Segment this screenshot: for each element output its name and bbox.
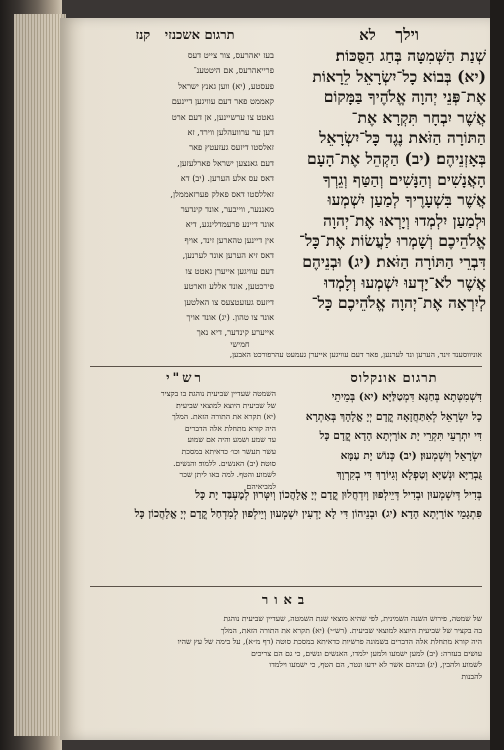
yiddish-line: בעז יאהרעס, צור צייט דעס (187, 50, 274, 60)
torah-line: אֱלֹהֵיכֶם וְשָׁמְרוּ לַעֲשׂוֹת אֶת־כָּל־ (299, 231, 486, 251)
biur-line: בה בקציר של שביעית היוצא למוצאי שביעית. (רש״י) (יא) תקרא את התורה הזאת, המלך (220, 625, 482, 635)
biur-line: לשמוע ולהבין, (יג) ובניהם אשר לא ידעו ונטר, הם הטף, כי ישמעו וילמדו (269, 660, 482, 670)
rashi-heading: רש"י (166, 371, 204, 386)
onkelos-column (282, 388, 482, 486)
biur-line: היה קורא מתחלת אלה הדברים בשמונה פרשיות כדאיתא במסכת סוטה (דף מ״א), על בימה של עץ שהיו (177, 637, 482, 647)
rashi-line: היה קורא מתחלת אלה הדברים (184, 423, 276, 433)
header-right-title: וילך (395, 25, 419, 44)
torah-line: (יא) בְּבוֹא כָל־יִשְׂרָאֵל לֵרָאוֹת (312, 66, 486, 86)
rashi-line: (יא) תקרא את התורה הזאת. המלך (172, 412, 276, 422)
biur-line: עושים בעזרה: (יב) למען ישמעו ולמען ילמדו, האנשים ונשים, כי גם הם צריכים (251, 648, 482, 658)
onkelos-wide-lines (90, 486, 482, 550)
header-left-page-number: קנז (135, 28, 151, 43)
onkelos-line: פִּתְגָמֵי אוֹרָיְתָא הָדָא׃ (יג) וּבְנֵיהוֹן דִּי לָא יָדְעִין יִשְׁמְעוּן וְיֵילְפוּן לְמִדְחַל קֳדָם יְיָ אֱלָהֲכוֹן כָּל (134, 508, 482, 520)
onkelos-line: יִשְׂרָאֵל וְיִשְׁמְעוּן׃ (יב) כְּנוֹשׁ יָת עַמָּא (340, 449, 482, 462)
yiddish-line: אין דיינען טהארען זינד, אויף (184, 234, 274, 245)
running-header-left (100, 27, 270, 43)
yiddish-line: דעם עוויגען אייערן גאטט צו (185, 265, 274, 276)
aliyah-marker: חמישי (230, 340, 250, 349)
running-header-right (296, 25, 482, 45)
torah-line: לְיִרְאָה אֶת־יְהוָה אֱלֹהֵיכֶם כָּל־ (311, 293, 486, 313)
yiddish-line: דאס עס אלע הערען. (יב) דא (180, 173, 274, 184)
torah-text-column (280, 46, 486, 346)
torah-line: אֲשֶׁר יִבְחָר תִּקְרָא אֶת־ (351, 107, 486, 127)
yiddish-line: אונד צו טהון. (יג) אונד אויך (186, 311, 274, 322)
biur-commentary (90, 613, 482, 709)
yiddish-line: מאננער, ווייבער, אונד קינדער (180, 204, 274, 215)
onkelos-heading: תרגום אונקלוס (350, 371, 438, 386)
yiddish-line: פרייאהרעס, אם היטטענ־ (193, 65, 274, 76)
yiddish-line: זאלסטו דיזעס געזעטץ פאר (189, 142, 274, 153)
yiddish-line: דעם גאנצען ישראל פארלעזען, (177, 157, 274, 168)
torah-line: אֲשֶׁר לֹא־יָדְעוּ יִשְׁמְעוּ וְלָמְדוּ (324, 272, 486, 292)
rashi-line: השמטה שעדיין שביעית נוהגה׃ בו בקציר (160, 389, 276, 398)
yiddish-line: פעסטע, (יא) ווען גאנץ ישראל (178, 80, 274, 91)
torah-line: דִּבְרֵי הַתּוֹרָה הַזֹּאת׃ (יג) וּבְנֵיהֶם (302, 251, 486, 271)
biur-line: להבנות (461, 671, 482, 681)
rashi-line: עשר תעשר וכו׳ כדאיתא במסכת (181, 446, 276, 456)
torah-line: אֶת־פְּנֵי יְהוָה אֱלֹהֶיךָ בַּמָּקוֹם (323, 87, 486, 107)
rashi-line: עד שמע ושמע והיה אם שמוע (187, 435, 276, 445)
yiddish-continuation-line: אוניווסענד זינד, הערען ונד לערנען, פאר דעם עוויגען אייערן געמעט עהרפורכט האבען, (229, 350, 482, 359)
header-right-chapter: לא (359, 26, 376, 44)
onkelos-line: דִּשְׁמִטְּתָא בְּחַגָּא דִּמְטַלַּיָּא׃ (יא) בְּמֵיתֵי (331, 391, 482, 403)
rashi-column (90, 388, 276, 491)
yiddish-line: פירכטען, אונד אללע ווארטע (183, 281, 274, 292)
torah-line: שְׁנַת הַשְּׁמִטָּה בְּחַג הַסֻּכּוֹת׃ (335, 46, 486, 65)
torah-line: בְּאָזְנֵיהֶם׃ (יב) הַקְהֵל אֶת־הָעָם (307, 148, 486, 168)
rashi-line: למביאיהם׃ (246, 481, 276, 491)
section-divider (90, 586, 482, 587)
book-edge-right (490, 0, 504, 750)
yiddish-line: זאללסטו דאס פאלק פערזאממלן, (170, 188, 274, 199)
section-divider (90, 366, 482, 367)
biur-heading: באור (261, 593, 311, 608)
yiddish-line: אונד דיינע פרעמדלינגע, דיא (185, 219, 274, 230)
torah-line: וּלְמַעַן יִלְמְדוּ וְיָרְאוּ אֶת־יְהוָה (323, 210, 486, 230)
rashi-line: לשמוע׃ והטף. למה באו ליתן שכר (179, 470, 276, 480)
torah-line: הַתּוֹרָה הַזֹּאת נֶגֶד כָּל־יִשְׂרָאֵל (319, 128, 486, 148)
yiddish-line: דיזעס געזעטצעס צו האלטען (184, 296, 274, 307)
rashi-line: של שביעית היוצא למוצאי שביעית׃ (176, 400, 276, 410)
onkelos-line: כָל יִשְׂרָאֵל לְאִתַּחֲזָאָה קֳדָם יְיָ אֱלָהָךְ בְּאַתְרָא (305, 410, 482, 423)
stacked-page-edges (14, 14, 66, 736)
biur-line: של שמטה, פירוש השנה השמינית, לפי שהיא מוצאי שנת השמטה, שעדיין שביעית נוהגת (223, 614, 482, 623)
yiddish-line: דען ער ערוועהלען ווירד, זא (187, 127, 274, 138)
yiddish-line: גאטט צו ערשיינען, אן דעם ארט (171, 111, 274, 122)
yiddish-line: אייערע קינדער, דיא נאך (196, 327, 274, 338)
torah-line: הָאֲנָשִׁים וְהַנָּשִׁים וְהַטַּף וְגֵרְךָ (322, 169, 486, 189)
onkelos-line: גֻּבְרַיָּא וּנְשַׁיָּא וְטַפְלָא וְגִיּוֹרָךְ דִּי בְקִרְוָךְ (336, 469, 482, 481)
book-page (60, 18, 490, 740)
rashi-line: סוטה׃ (יב) האנשים. ללמוד׃ והנשים. (173, 458, 276, 468)
yiddish-line: קאממט פאר דעם עוויגען דיינעם (171, 96, 274, 107)
yiddish-line: דאס זיא הערען אונד לערנען, (182, 250, 274, 261)
torah-line: אֲשֶׁר בִּשְׁעָרֶיךָ לְמַעַן יִשְׁמְעוּ (327, 190, 486, 210)
onkelos-line: דִּי יִתְרְעֵי תִּקְרֵי יָת אוֹרָיְתָא הָדָא קֳדָם כָּל (319, 430, 482, 442)
onkelos-line: בְּדִיל דְּיִשְׁמְעוּן וּבְדִיל דְּיֵילְפוּן וְיִדְחֲלוּן קֳדָם יְיָ אֱלָהֲכוֹן וְיִטְּרוּן לְמֶעְבַּד יָת כָּל (195, 489, 482, 501)
header-left-title: תרגום אשכנזי (164, 28, 235, 43)
yiddish-translation-column (90, 48, 274, 350)
